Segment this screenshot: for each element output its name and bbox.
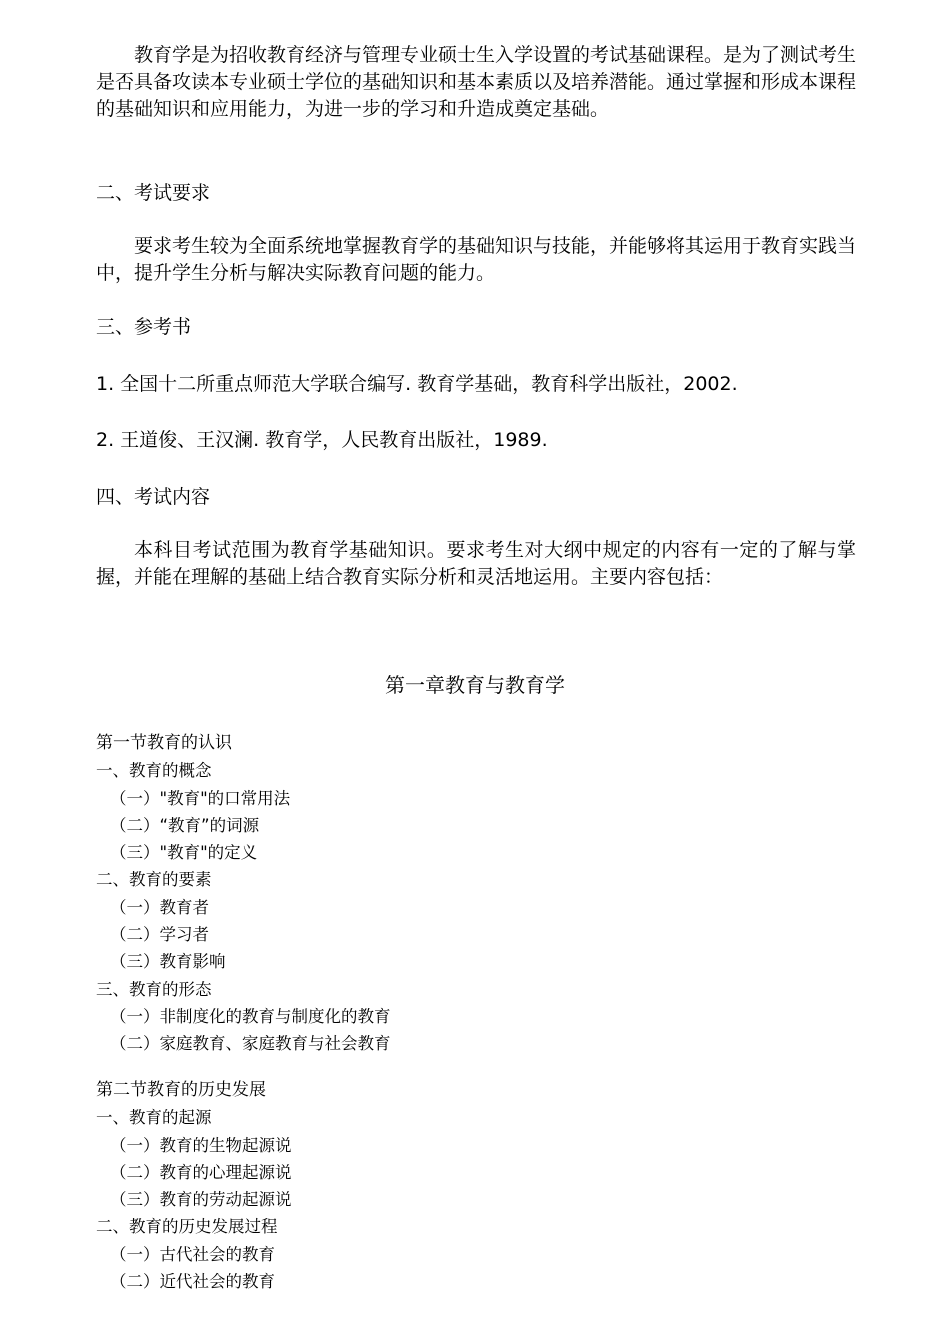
- exam-requirements-paragraph: 要求考生较为全面系统地掌握教育学的基础知识与技能，并能够将其运用于教育实践当中，提升学生分析与解决实际教育问题的能力。: [96, 235, 857, 284]
- exam-requirements-heading: 二、考试要求: [96, 182, 211, 204]
- section-1-outline: [96, 730, 391, 1058]
- reference-item-1: 1. 全国十二所重点师范大学联合编写. 教育学基础，教育科学出版社，2002.: [96, 373, 738, 395]
- exam-content-paragraph: 本科目考试范围为教育学基础知识。要求考生对大纲中规定的内容有一定的了解与掌握，并能在理解的基础上结合教育实际分析和灵活地运用。主要内容包括：: [96, 539, 856, 588]
- outline-item: 一、教育的概念: [96, 761, 212, 781]
- outline-item: （二）学习者: [110, 925, 209, 945]
- reference-item-2: 2. 王道俊、王汉澜. 教育学，人民教育出版社，1989.: [96, 429, 548, 451]
- outline-item: 二、教育的历史发展过程: [96, 1217, 278, 1237]
- outline-item: （二）教育的心理起源说: [110, 1162, 292, 1182]
- section-1-title: 第一节教育的认识: [96, 733, 232, 753]
- outline-item: （二）“教育”的词源: [110, 815, 260, 835]
- outline-item: （一）非制度化的教育与制度化的教育: [110, 1006, 391, 1026]
- outline-item: 二、教育的要素: [96, 870, 212, 890]
- chapter-title: 第一章教育与教育学: [385, 673, 565, 697]
- outline-item: （三）教育影响: [110, 952, 226, 972]
- section-2-title: 第二节教育的历史发展: [96, 1080, 266, 1100]
- outline-item: （三）"教育"的定义: [110, 843, 258, 863]
- section-2-outline: [96, 1077, 292, 1295]
- reference-books-heading: 三、参考书: [96, 316, 192, 338]
- outline-item: 三、教育的形态: [96, 979, 212, 999]
- outline-item: 一、教育的起源: [96, 1108, 212, 1128]
- outline-item: （一）古代社会的教育: [110, 1244, 275, 1264]
- outline-item: （二）家庭教育、家庭教育与社会教育: [110, 1034, 391, 1054]
- outline-item: （二）近代社会的教育: [110, 1272, 275, 1292]
- outline-item: （一）教育的生物起源说: [110, 1135, 292, 1155]
- outline-item: （一）"教育"的口常用法: [110, 788, 291, 808]
- exam-content-heading: 四、考试内容: [96, 486, 211, 508]
- intro-paragraph: 教育学是为招收教育经济与管理专业硕士生入学设置的考试基础课程。是为了测试考生是否具备攻读本专业硕士学位的基础知识和基本素质以及培养潜能。通过掌握和形成本课程的基础知识和应用能力，为进一步的学习和升造成奠定基础。: [96, 44, 857, 120]
- outline-item: （三）教育的劳动起源说: [110, 1190, 292, 1210]
- outline-item: （一）教育者: [110, 897, 209, 917]
